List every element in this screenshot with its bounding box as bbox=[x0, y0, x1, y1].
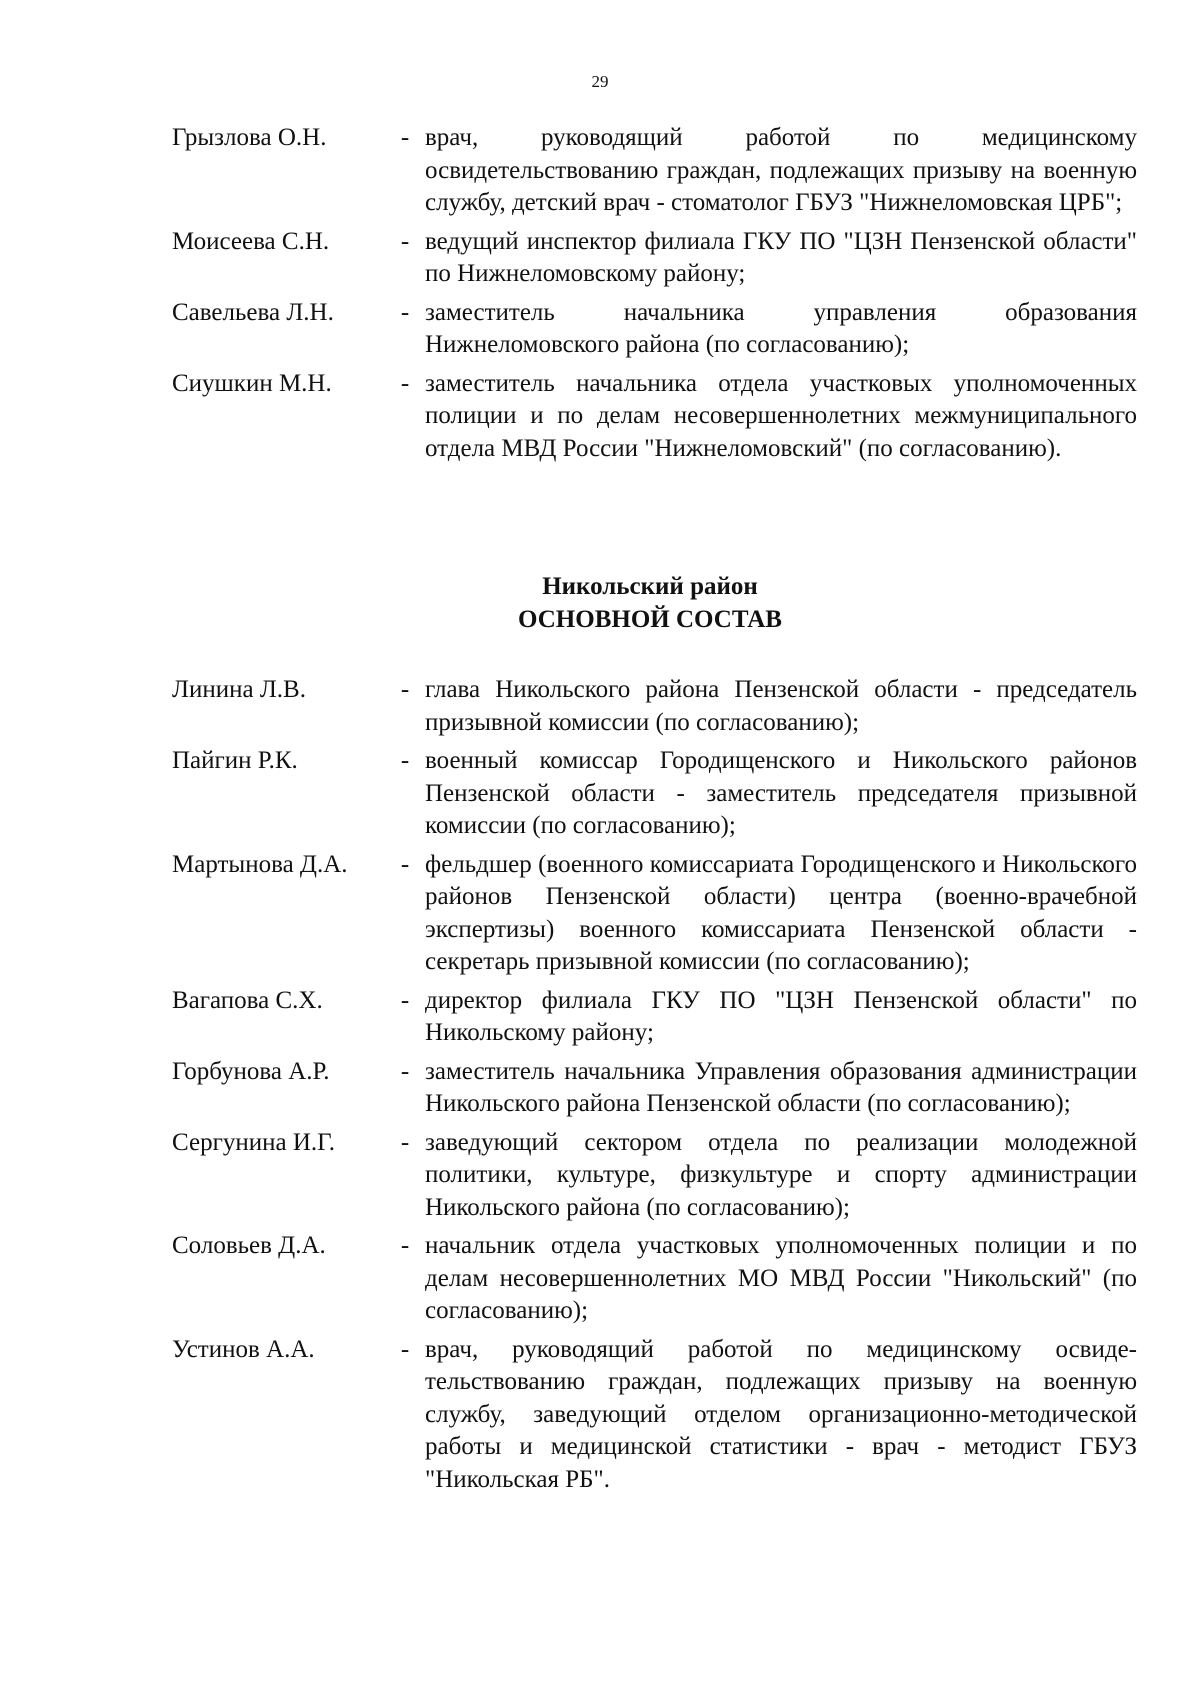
district-title: Никольский район bbox=[542, 573, 758, 600]
member-position: военный комиссар Городищенского и Никольского районов Пензенской области - заместитель председателя призывной комиссии (по согласованию); bbox=[425, 747, 1137, 839]
list-item bbox=[0, 1056, 1200, 1121]
member-position: заместитель начальника управления образования Нижнеломовского района (по согласованию); bbox=[425, 298, 1137, 358]
member-position: заместитель начальника Управления образования администрации Никольского района Пензенской области (по согласованию); bbox=[425, 1057, 1137, 1117]
member-position: заместитель начальника отдела участковых уполномоченных полиции и по делам несовершеннолетних межмуниципального отдела МВД России "Нижнеломовский" (по согласованию). bbox=[425, 369, 1137, 462]
member-name: Сергунина И.Г. bbox=[172, 1128, 336, 1156]
list-item bbox=[0, 1334, 1200, 1497]
member-name: Соловьев Д.А. bbox=[172, 1232, 326, 1259]
list-item bbox=[0, 368, 1200, 466]
dash: - bbox=[400, 1128, 410, 1156]
dash: - bbox=[400, 676, 410, 703]
member-name: Горбунова А.Р. bbox=[172, 1057, 330, 1085]
list-item bbox=[0, 297, 1200, 362]
dash: - bbox=[400, 369, 410, 397]
member-position: ведущий инспектор филиала ГКУ ПО "ЦЗН Пензенской области" по Нижнеломовскому району; bbox=[425, 227, 1137, 287]
member-name: Савельева Л.Н. bbox=[172, 298, 334, 326]
dash: - bbox=[400, 1335, 410, 1363]
member-position: врач, руководящий работой по медицинскому освидетельствованию граждан, подлежащих призыву на военную службу, детский врач - стоматолог ГБУЗ "Нижнеломовская ЦРБ"; bbox=[425, 124, 1137, 216]
dash: - bbox=[400, 227, 410, 255]
page-number: 29 bbox=[591, 72, 609, 91]
member-position: глава Никольского района Пензенской области - председатель призывной комиссии (по согласованию); bbox=[425, 676, 1137, 736]
member-position: заведующий сектором отдела по реализации молодежной политики, культуре, физкультуре и спорту администрации Никольского района (по согласованию); bbox=[425, 1128, 1137, 1221]
list-item bbox=[0, 122, 1200, 220]
list-item bbox=[0, 674, 1200, 739]
member-position: директор филиала ГКУ ПО "ЦЗН Пензенской области" по Никольскому району; bbox=[425, 986, 1137, 1046]
list-item bbox=[0, 745, 1200, 843]
member-name: Линина Л.В. bbox=[172, 676, 306, 703]
list-item bbox=[0, 1230, 1200, 1328]
member-position: фельдшер (военного комиссариата Городищенского и Никольского районов Пензенской области) центра (военно-врачебной экспертизы) военного комиссариата Пензенской области - секретарь призывной комиссии (по согласованию); bbox=[425, 850, 1137, 975]
list-item bbox=[0, 985, 1200, 1050]
member-name: Пайгин Р.К. bbox=[172, 747, 298, 774]
dash: - bbox=[400, 986, 410, 1014]
member-position: начальник отдела участковых уполномоченных полиции и по делам несовершеннолетних МО МВД России "Никольский" (по согласованию); bbox=[425, 1232, 1137, 1324]
dash: - bbox=[400, 298, 410, 326]
section-heading bbox=[0, 571, 1200, 636]
member-name: Мартынова Д.А. bbox=[172, 850, 348, 878]
dash: - bbox=[400, 1057, 410, 1085]
member-name: Устинов А.А. bbox=[172, 1335, 315, 1363]
member-list-nikolsky bbox=[0, 674, 1200, 1502]
list-item bbox=[0, 1127, 1200, 1225]
composition-title: ОСНОВНОЙ СОСТАВ bbox=[518, 605, 782, 633]
list-item bbox=[0, 849, 1200, 979]
dash: - bbox=[400, 850, 410, 878]
member-list-nizhnelomov bbox=[0, 122, 1200, 471]
dash: - bbox=[400, 1232, 410, 1259]
member-name: Сиушкин М.Н. bbox=[172, 369, 332, 397]
member-name: Моисеева С.Н. bbox=[172, 227, 330, 255]
list-item bbox=[0, 226, 1200, 291]
member-name: Грызлова О.Н. bbox=[172, 124, 327, 151]
dash: - bbox=[400, 124, 410, 151]
dash: - bbox=[400, 747, 410, 774]
member-name: Вагапова С.Х. bbox=[172, 986, 323, 1014]
member-position: врач, руководящий работой по медицинскому освидетельствованию граждан, подлежащих призыву на военную службу, заведующий отделом организационно-методической работы и медицинской статистики - врач - методист ГБУЗ "Никольская РБ". bbox=[425, 1335, 1137, 1493]
